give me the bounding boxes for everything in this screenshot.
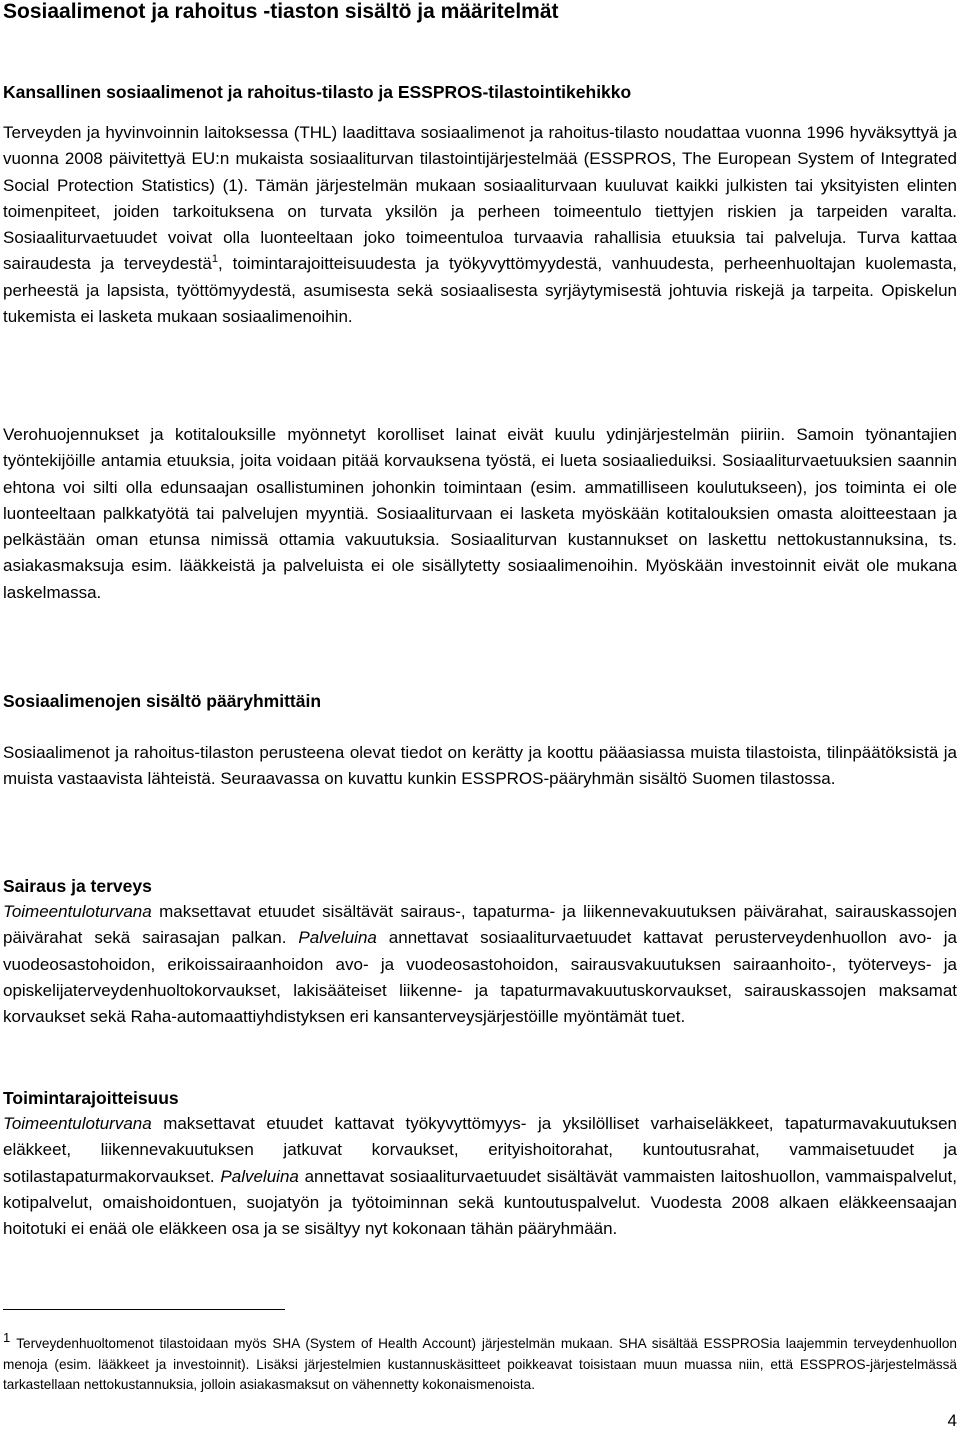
- footnote-reference: 1: [211, 253, 218, 266]
- italic-term: Palveluina: [298, 928, 377, 948]
- section-heading: Sairaus ja terveys: [3, 876, 152, 896]
- paragraph-1: [3, 120, 957, 330]
- footnote: [3, 1328, 957, 1396]
- paragraph-text: annettavat sosiaaliturvaetuudet kattavat perusterveydenhuollon avo- ja vuodeosastohoidon, erikoissairaanhoidon avo- ja vuodeosastohoidon, sairausvakuutuksen sairaanhoito-, työterveys- ja opiskelijaterveydenhuoltokorvaukset, lakisääteiset liikenne- ja tapaturmavakuutuskorvaukset, sairauskassojen maksamat korvaukset sekä Raha-automaattiyhdistyksen eri kansanterveysjärjestöille myöntämät tuet.: [3, 928, 957, 1027]
- footnote-marker: 1: [3, 1330, 11, 1345]
- italic-term: Toimeentuloturvana: [3, 1114, 152, 1133]
- page-title: Sosiaalimenot ja rahoitus -tiaston sisältö ja määritelmät: [3, 0, 559, 23]
- paragraph-text: Terveyden ja hyvinvoinnin laitoksessa (THL) laadittava sosiaalimenot ja rahoitus-tilasto noudattaa vuonna 1996 hyväksyttyä ja vuonna 2008 päivitettyä EU:n mukaista sosiaaliturvan tilastointijärjestelmää (ESSPROS, The European System of Integrated Social Protection Statistics) (1). Tämän järjestelmän mukaan sosiaaliturvaan kuuluvat kaikki julkisten tai yksityisten elinten toimenpiteet, joiden tarkoituksena on turvata yksilön ja perheen toimeentulo tiettyjen riskien ja tarpeiden varalta. Sosiaaliturvaetuudet voivat olla luonteeltaan joko toimeentuloa turvaavia rahallisia etuuksia tai palveluja. Turva kattaa sairaudesta ja terveydestä: [3, 123, 957, 274]
- section-essprosframework: [3, 79, 957, 105]
- paragraph-2: [3, 422, 957, 606]
- paragraph-text: Verohuojennukset ja kotitalouksille myönnetyt korolliset lainat eivät kuulu ydinjärjestelmän piiriin. Samoin työnantajien työntekijöille antamia etuuksia, joita voidaan pitää korvauksena työstä, ei lueta sosiaalieduiksi. Sosiaaliturvaetuuksien saannin ehtona voi silti olla edunsaajan osallistuminen johonkin toimintaan (esim. ammatilliseen koulutukseen), jos toiminta ei ole luonteeltaan palkkatyötä tai palvelujen myyntiä. Sosiaaliturvaan ei lasketa myöskään kotitalouksien omasta aloitteestaan ja pelkästään oman etunsa nimissä ottamia vakuutuksia. Sosiaaliturvan kustannukset on laskettu nettokustannuksina, ts. asiakasmaksuja esim. lääkkeistä ja palveluista ei ole sisällytetty sosiaalimenoihin. Myöskään investoinnit eivät ole mukana laskelmassa.: [3, 425, 957, 602]
- italic-term: Palveluina: [220, 1166, 299, 1186]
- italic-term: Toimeentuloturvana: [3, 902, 152, 921]
- paragraph-3: [3, 740, 957, 793]
- paragraph-text: maksettavat etuudet kattavat työkyvyttömyys- ja yksilölliset varhaiseläkkeet, tapaturmavakuutuksen eläkkeet, liikennevakuutuksen jatkuvat korvaukset, erityishoitorahat, kuntoutusrahat, vammaisetuudet ja sotilastapaturmakorvaukset.: [3, 1114, 957, 1186]
- section-disability: [3, 1085, 957, 1242]
- section-sickness-health: [3, 873, 957, 1030]
- section-heading: Sosiaalimenojen sisältö pääryhmittäin: [3, 691, 322, 711]
- page-number: 4: [947, 1411, 957, 1430]
- footnote-divider: [3, 1309, 285, 1310]
- section-heading: Kansallinen sosiaalimenot ja rahoitus-tilasto ja ESSPROS-tilastointikehikko: [3, 82, 632, 102]
- paragraph-text: annettavat sosiaaliturvaetuudet sisältävät vammaisten laitoshuollon, vammaispalvelut, kotipalvelut, omaishoidontuen, suojatyön ja työtoiminnan sekä kuntoutuspalvelut. Vuodesta 2008 alkaen eläkkeensaajan hoitotuki ei enää ole eläkkeen osa ja se sisältyy nyt kokonaan tähän pääryhmään.: [3, 1166, 957, 1239]
- footnote-text: Terveydenhuoltomenot tilastoidaan myös SHA (System of Health Account) järjestelmän mukaan. SHA sisältää ESSPROSia laajemmin terveydenhuollon menoja (esim. lääkkeet ja investoinnit). Lisäksi järjestelmien kustannuskäsitteet poikkeavat toisistaan muun muassa niin, että ESSPROS-järjestelmässä tarkastellaan nettokustannuksia, jolloin asiakasmaksut on vähennetty kokonaismenoista.: [3, 1336, 957, 1392]
- section-heading: Toimintarajoitteisuus: [3, 1088, 179, 1108]
- paragraph-text: , toimintarajoitteisuudesta ja työkyvyttömyydestä, vanhuudesta, perheenhuoltajan kuolemasta, perheestä ja lapsista, työttömyydestä, asumisesta sekä sosiaalisesta syrjäytymisestä johtuvia riskejä ja tarpeita. Opiskelun tukemista ei lasketa mukaan sosiaalimenoihin.: [3, 254, 957, 327]
- paragraph-text: Sosiaalimenot ja rahoitus-tilaston perusteena olevat tiedot on kerätty ja koottu pääasiassa muista tilastoista, tilinpäätöksistä ja muista vastaavista lähteistä. Seuraavassa on kuvattu kunkin ESSPROS-pääryhmän sisältö Suomen tilastossa.: [3, 743, 957, 789]
- paragraph-text: maksettavat etuudet sisältävät sairaus-, tapaturma- ja liikennevakuutuksen päivärahat, sairauskassojen päivärahat sekä sairasajan palkan.: [3, 902, 957, 948]
- section-contents: [3, 688, 957, 714]
